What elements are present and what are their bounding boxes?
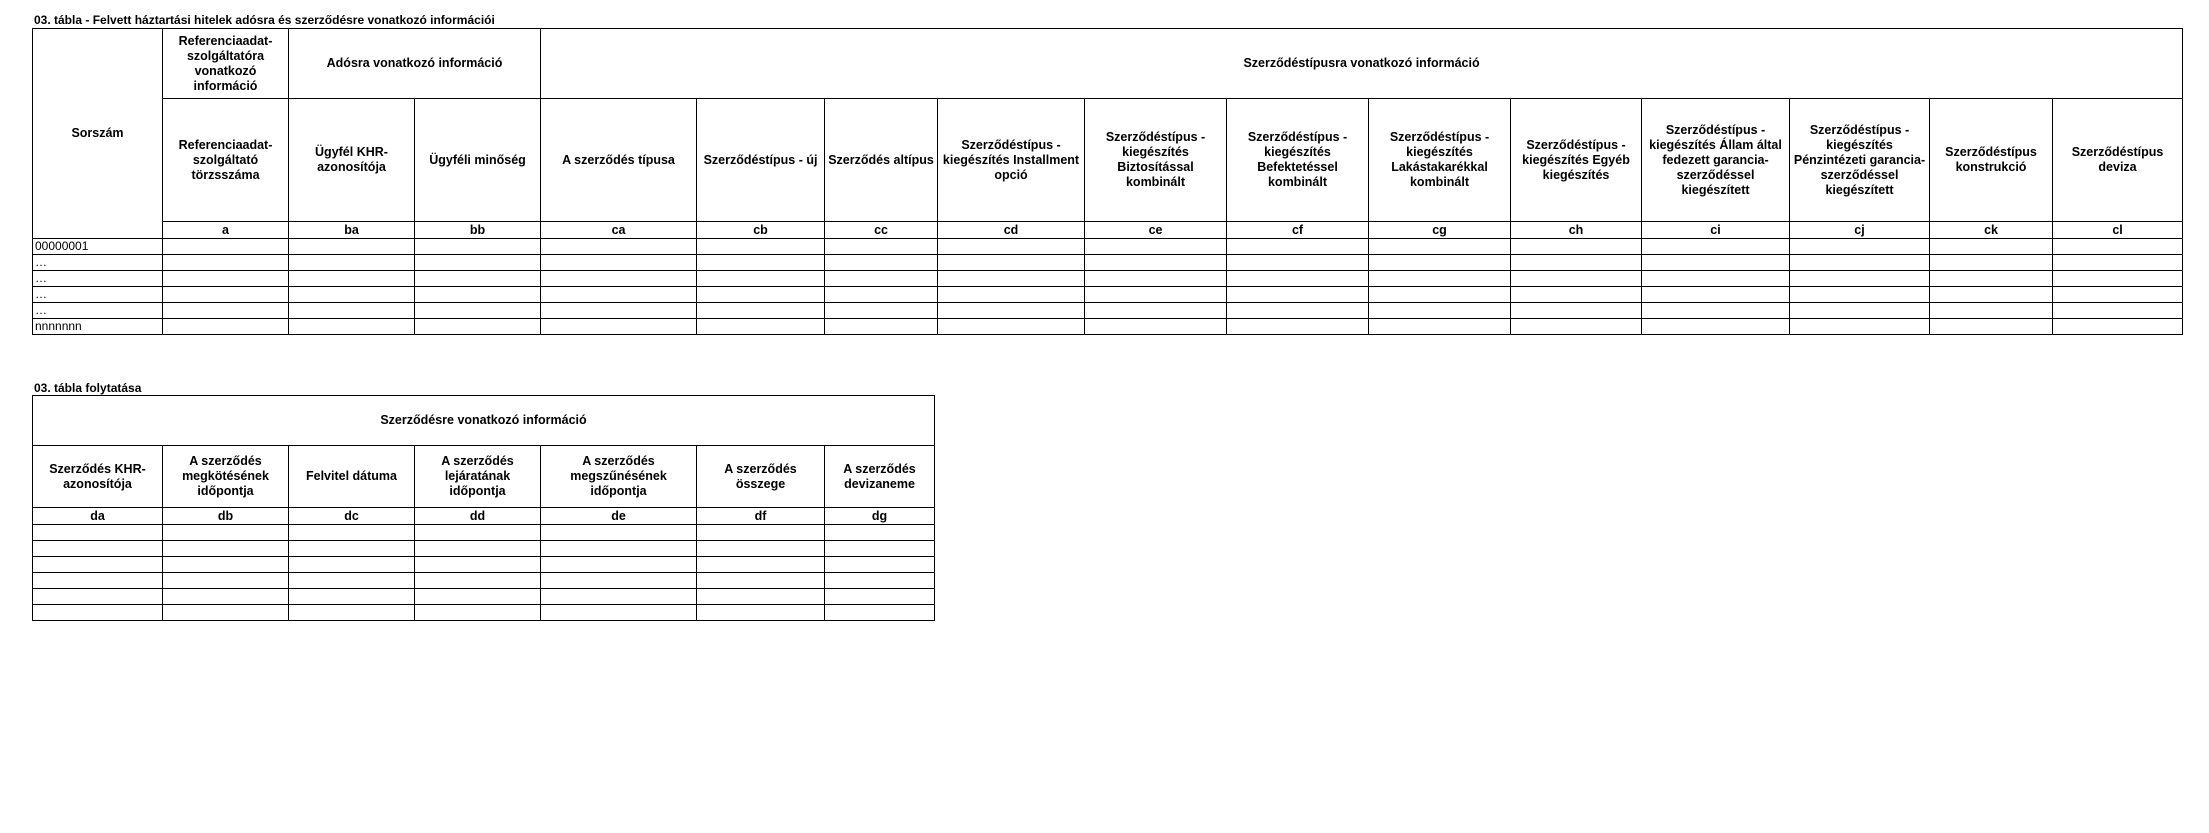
data-cell-dd xyxy=(415,605,541,621)
data-cell-dc xyxy=(289,557,415,573)
group-header-ref: Referenciaadat-szolgáltatóra vonatkozó információ xyxy=(163,29,289,99)
data-cell-bb xyxy=(415,239,541,255)
data-cell-cg xyxy=(1369,271,1511,287)
column-code-cl: cl xyxy=(2053,222,2183,239)
data-cell-cf xyxy=(1227,239,1369,255)
data-cell-ca xyxy=(541,319,697,335)
column-code-cd: cd xyxy=(938,222,1085,239)
data-cell-df xyxy=(697,573,825,589)
group-header-szerzodestipus: Szerződéstípusra vonatkozó információ xyxy=(541,29,2183,99)
table-row xyxy=(33,319,2183,335)
data-cell-ch xyxy=(1511,287,1642,303)
data-cell-da xyxy=(33,541,163,557)
data-cell-cf xyxy=(1227,255,1369,271)
column-header-ce: Szerződéstípus - kiegészítés Biztosítással kombinált xyxy=(1085,99,1227,222)
data-cell-cj xyxy=(1790,239,1930,255)
data-cell-cj xyxy=(1790,255,1930,271)
column-header-cb: Szerződéstípus - új xyxy=(697,99,825,222)
data-cell-cc xyxy=(825,239,938,255)
column-header-db: A szerződés megkötésének időpontja xyxy=(163,446,289,508)
data-cell-cd xyxy=(938,287,1085,303)
data-cell-cl xyxy=(2053,271,2183,287)
column-code-ck: ck xyxy=(1930,222,2053,239)
table-row xyxy=(33,573,935,589)
data-cell-ce xyxy=(1085,287,1227,303)
data-cell-dg xyxy=(825,525,935,541)
data-cell-ce xyxy=(1085,271,1227,287)
data-cell-de xyxy=(541,605,697,621)
data-cell-cf xyxy=(1227,287,1369,303)
data-cell-da xyxy=(33,589,163,605)
data-cell-dg xyxy=(825,557,935,573)
data-cell-dg xyxy=(825,573,935,589)
data-cell-ca xyxy=(541,239,697,255)
data-cell-cj xyxy=(1790,287,1930,303)
data-cell-cc xyxy=(825,271,938,287)
data-cell-ci xyxy=(1642,271,1790,287)
column-header-ci: Szerződéstípus - kiegészítés Állam által fedezett garancia-szerződéssel kiegészített xyxy=(1642,99,1790,222)
column-header-ca: A szerződés típusa xyxy=(541,99,697,222)
data-cell-da xyxy=(33,525,163,541)
column-header-de: A szerződés megszűnésének időpontja xyxy=(541,446,697,508)
data-cell-ba xyxy=(289,319,415,335)
column-header-ba: Ügyfél KHR-azonosítója xyxy=(289,99,415,222)
data-cell-cg xyxy=(1369,303,1511,319)
row-label: … xyxy=(33,271,163,287)
table2 xyxy=(32,395,935,621)
data-cell-ck xyxy=(1930,239,2053,255)
sorszam-header: Sorszám xyxy=(33,29,163,239)
row-label: … xyxy=(33,287,163,303)
column-code-cb: cb xyxy=(697,222,825,239)
table2-title: 03. tábla folytatása xyxy=(34,381,142,395)
data-cell-cj xyxy=(1790,303,1930,319)
data-cell-dg xyxy=(825,541,935,557)
data-cell-cd xyxy=(938,319,1085,335)
table-row xyxy=(33,287,2183,303)
column-code-a: a xyxy=(163,222,289,239)
data-cell-cb xyxy=(697,319,825,335)
data-cell-ca xyxy=(541,287,697,303)
data-cell-de xyxy=(541,573,697,589)
row-label: nnnnnnn xyxy=(33,319,163,335)
data-cell-ch xyxy=(1511,303,1642,319)
data-cell-cl xyxy=(2053,319,2183,335)
data-cell-ce xyxy=(1085,319,1227,335)
data-cell-ci xyxy=(1642,287,1790,303)
data-cell-cg xyxy=(1369,319,1511,335)
column-header-cj: Szerződéstípus - kiegészítés Pénzintézeti garancia-szerződéssel kiegészített xyxy=(1790,99,1930,222)
table1 xyxy=(32,28,2183,335)
column-header-ck: Szerződéstípus konstrukció xyxy=(1930,99,2053,222)
data-cell-ch xyxy=(1511,271,1642,287)
data-cell-dd xyxy=(415,573,541,589)
data-cell-ca xyxy=(541,255,697,271)
column-code-ch: ch xyxy=(1511,222,1642,239)
data-cell-bb xyxy=(415,271,541,287)
table-row xyxy=(33,557,935,573)
data-cell-cb xyxy=(697,287,825,303)
column-code-ce: ce xyxy=(1085,222,1227,239)
column-code-ca: ca xyxy=(541,222,697,239)
column-header-cf: Szerződéstípus - kiegészítés Befektetéssel kombinált xyxy=(1227,99,1369,222)
data-cell-dc xyxy=(289,573,415,589)
data-cell-cc xyxy=(825,255,938,271)
data-cell-ci xyxy=(1642,255,1790,271)
data-cell-cl xyxy=(2053,239,2183,255)
data-cell-df xyxy=(697,589,825,605)
data-cell-de xyxy=(541,589,697,605)
data-cell-dc xyxy=(289,589,415,605)
data-cell-da xyxy=(33,573,163,589)
data-cell-ca xyxy=(541,303,697,319)
data-cell-dg xyxy=(825,605,935,621)
row-label: 00000001 xyxy=(33,239,163,255)
column-header-ch: Szerződéstípus - kiegészítés Egyéb kiegészítés xyxy=(1511,99,1642,222)
data-cell-ck xyxy=(1930,303,2053,319)
column-code-df: df xyxy=(697,508,825,525)
column-header-bb: Ügyféli minőség xyxy=(415,99,541,222)
table-row xyxy=(33,605,935,621)
column-code-dg: dg xyxy=(825,508,935,525)
column-header-df: A szerződés összege xyxy=(697,446,825,508)
data-cell-ci xyxy=(1642,319,1790,335)
data-cell-ck xyxy=(1930,287,2053,303)
data-cell-cg xyxy=(1369,255,1511,271)
column-header-cl: Szerződéstípus deviza xyxy=(2053,99,2183,222)
data-cell-cb xyxy=(697,239,825,255)
column-code-ba: ba xyxy=(289,222,415,239)
data-cell-a xyxy=(163,287,289,303)
row-label: … xyxy=(33,255,163,271)
data-cell-ch xyxy=(1511,319,1642,335)
data-cell-ci xyxy=(1642,239,1790,255)
data-cell-dd xyxy=(415,589,541,605)
data-cell-ck xyxy=(1930,271,2053,287)
data-cell-ba xyxy=(289,255,415,271)
data-cell-db xyxy=(163,541,289,557)
data-cell-da xyxy=(33,557,163,573)
table-row xyxy=(33,589,935,605)
data-cell-cb xyxy=(697,271,825,287)
data-cell-dd xyxy=(415,525,541,541)
table-row xyxy=(33,255,2183,271)
data-cell-df xyxy=(697,605,825,621)
data-cell-ba xyxy=(289,303,415,319)
data-cell-cg xyxy=(1369,239,1511,255)
data-cell-cj xyxy=(1790,271,1930,287)
column-code-db: db xyxy=(163,508,289,525)
column-code-de: de xyxy=(541,508,697,525)
data-cell-cd xyxy=(938,271,1085,287)
data-cell-cf xyxy=(1227,271,1369,287)
data-cell-ch xyxy=(1511,255,1642,271)
data-cell-db xyxy=(163,557,289,573)
data-cell-cf xyxy=(1227,303,1369,319)
data-cell-de xyxy=(541,525,697,541)
data-cell-df xyxy=(697,557,825,573)
data-cell-ci xyxy=(1642,303,1790,319)
column-code-da: da xyxy=(33,508,163,525)
data-cell-cf xyxy=(1227,319,1369,335)
group-header-szerzodesre: Szerződésre vonatkozó információ xyxy=(33,396,935,446)
column-code-dc: dc xyxy=(289,508,415,525)
data-cell-ba xyxy=(289,287,415,303)
data-cell-cg xyxy=(1369,287,1511,303)
column-header-dd: A szerződés lejáratának időpontja xyxy=(415,446,541,508)
data-cell-bb xyxy=(415,319,541,335)
data-cell-ck xyxy=(1930,319,2053,335)
data-cell-a xyxy=(163,271,289,287)
data-cell-cc xyxy=(825,319,938,335)
data-cell-a xyxy=(163,303,289,319)
table1-title: 03. tábla - Felvett háztartási hitelek adósra és szerződésre vonatkozó információi xyxy=(34,13,495,27)
column-code-cj: cj xyxy=(1790,222,1930,239)
data-cell-ce xyxy=(1085,239,1227,255)
data-cell-ce xyxy=(1085,255,1227,271)
column-code-ci: ci xyxy=(1642,222,1790,239)
column-header-da: Szerződés KHR-azonosítója xyxy=(33,446,163,508)
data-cell-db xyxy=(163,573,289,589)
data-cell-dc xyxy=(289,525,415,541)
data-cell-de xyxy=(541,541,697,557)
data-cell-cc xyxy=(825,287,938,303)
data-cell-cj xyxy=(1790,319,1930,335)
data-cell-bb xyxy=(415,287,541,303)
column-header-dg: A szerződés devizaneme xyxy=(825,446,935,508)
data-cell-de xyxy=(541,557,697,573)
column-header-cc: Szerződés altípus xyxy=(825,99,938,222)
data-cell-a xyxy=(163,255,289,271)
data-cell-bb xyxy=(415,303,541,319)
data-cell-ch xyxy=(1511,239,1642,255)
data-cell-ba xyxy=(289,239,415,255)
table-row xyxy=(33,525,935,541)
data-cell-a xyxy=(163,239,289,255)
data-cell-df xyxy=(697,541,825,557)
data-cell-cb xyxy=(697,303,825,319)
table-row xyxy=(33,303,2183,319)
data-cell-bb xyxy=(415,255,541,271)
column-code-cf: cf xyxy=(1227,222,1369,239)
column-header-cg: Szerződéstípus - kiegészítés Lakástakarékkal kombinált xyxy=(1369,99,1511,222)
data-cell-cc xyxy=(825,303,938,319)
data-cell-dd xyxy=(415,541,541,557)
table-row xyxy=(33,541,935,557)
data-cell-db xyxy=(163,525,289,541)
data-cell-cd xyxy=(938,303,1085,319)
data-cell-db xyxy=(163,589,289,605)
column-code-cg: cg xyxy=(1369,222,1511,239)
data-cell-ck xyxy=(1930,255,2053,271)
data-cell-dd xyxy=(415,557,541,573)
data-cell-cl xyxy=(2053,287,2183,303)
data-cell-da xyxy=(33,605,163,621)
column-header-a: Referenciaadat-szolgáltató törzsszáma xyxy=(163,99,289,222)
data-cell-ca xyxy=(541,271,697,287)
column-code-cc: cc xyxy=(825,222,938,239)
data-cell-cd xyxy=(938,239,1085,255)
data-cell-db xyxy=(163,605,289,621)
data-cell-dc xyxy=(289,605,415,621)
data-cell-dg xyxy=(825,589,935,605)
data-cell-ba xyxy=(289,271,415,287)
data-cell-cl xyxy=(2053,255,2183,271)
column-code-dd: dd xyxy=(415,508,541,525)
group-header-adosra: Adósra vonatkozó információ xyxy=(289,29,541,99)
row-label: … xyxy=(33,303,163,319)
table-row xyxy=(33,239,2183,255)
data-cell-df xyxy=(697,525,825,541)
data-cell-cl xyxy=(2053,303,2183,319)
data-cell-a xyxy=(163,319,289,335)
data-cell-dc xyxy=(289,541,415,557)
data-cell-cd xyxy=(938,255,1085,271)
data-cell-ce xyxy=(1085,303,1227,319)
column-header-dc: Felvitel dátuma xyxy=(289,446,415,508)
column-code-bb: bb xyxy=(415,222,541,239)
data-cell-cb xyxy=(697,255,825,271)
column-header-cd: Szerződéstípus - kiegészítés Installment opció xyxy=(938,99,1085,222)
table-row xyxy=(33,271,2183,287)
